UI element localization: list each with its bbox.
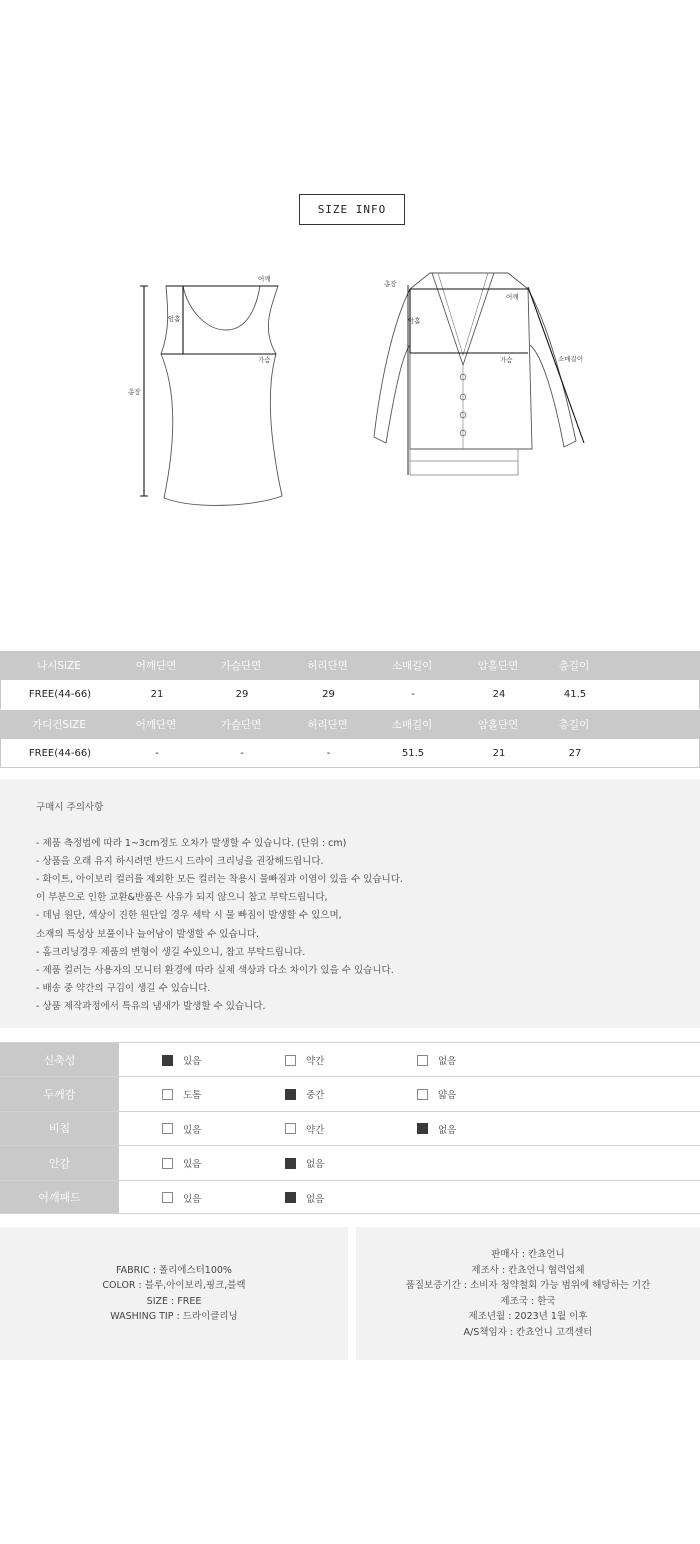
sleeveless-size-table [0, 651, 700, 709]
table-cell: FREE(44-66) [28, 689, 92, 700]
dress-length-label: 총장 [128, 388, 141, 396]
cardigan-size-table [0, 710, 700, 768]
dress-chest-label: 가슴 [258, 356, 271, 364]
table-row [0, 680, 700, 709]
cardigan-sleeve-label: 소매길이 [558, 355, 584, 363]
table-cell: - [326, 747, 331, 759]
table-cell: 41.5 [563, 689, 587, 700]
checkbox-checked [285, 1089, 296, 1100]
note-line: - 화이트, 아이보리 컬러를 제외한 모든 컬러는 착용시 물빠짐과 이염이 있을 수 있습니다. [36, 874, 403, 886]
attr-label: 신축성 [0, 1043, 119, 1076]
attr-row-lining [0, 1145, 700, 1179]
attr-option: 있음 [162, 1191, 201, 1205]
attr-option: 없음 [285, 1156, 324, 1170]
info-line: COLOR : 블루,아이보리,핑크,블랙 [102, 1280, 246, 1291]
table-header-cell: 총길이 [558, 719, 590, 731]
attr-label: 어깨패드 [0, 1181, 119, 1213]
table-cell: 29 [235, 689, 249, 700]
note-line: - 상품을 오래 유지 하시려면 반드시 드라이 크리닝을 권장해드립니다. [36, 856, 324, 868]
info-line: SIZE : FREE [146, 1295, 202, 1307]
note-line: 소재의 특성상 보풀이나 늘어남이 발생할 수 있습니다. [36, 928, 260, 940]
checkbox [285, 1123, 296, 1134]
table-cell: - [411, 689, 415, 700]
info-line: 제조국 : 한국 [500, 1295, 556, 1307]
table-header-cell: 가디건SIZE [31, 719, 87, 731]
table-header-cell: 총길이 [558, 660, 590, 672]
cardigan-size-diagram [380, 265, 600, 485]
checkbox-checked [285, 1158, 296, 1169]
attr-option: 없음 [417, 1053, 456, 1067]
info-line: FABRIC : 폴리에스터100% [116, 1264, 232, 1276]
table-header-cell: 허리단면 [307, 719, 348, 731]
cardigan-chest-label: 가슴 [500, 356, 513, 364]
attr-option: 있음 [162, 1156, 201, 1170]
table-header-cell: 소매길이 [391, 660, 433, 672]
checkbox-checked [162, 1055, 173, 1066]
attr-option: 얇음 [417, 1087, 456, 1101]
checkbox [162, 1123, 173, 1134]
cardigan-length-label: 총장 [384, 280, 397, 288]
table-cell: 21 [492, 747, 506, 759]
checkbox [285, 1055, 296, 1066]
table-header-row [0, 651, 700, 680]
table-header-cell: 나시SIZE [37, 660, 81, 672]
table-header-cell: 소매길이 [391, 719, 433, 731]
checkbox [162, 1089, 173, 1100]
table-cell: 27 [568, 747, 582, 759]
checkbox [162, 1158, 173, 1169]
note-line: - 제품 측정법에 따라 1~3cm정도 오차가 발생할 수 있습니다. (단위 : cm) [36, 838, 347, 850]
seller-info-panel [356, 1227, 700, 1360]
note-line: 이 부분으로 인한 교환&반품은 사유가 되지 않으니 참고 부탁드립니다, [36, 892, 328, 904]
attr-option: 약간 [285, 1122, 324, 1136]
table-cell: FREE(44-66) [28, 747, 92, 759]
attr-label: 두께감 [0, 1077, 119, 1110]
note-line: - 데님 원단, 색상이 진한 원단일 경우 세탁 시 물 빠짐이 발생할 수 있으며, [36, 910, 342, 922]
notes-title: 구매시 주의사항 [36, 802, 104, 813]
table-header-cell: 어깨단면 [135, 660, 177, 672]
table-cell: 21 [150, 689, 164, 700]
dress-shoulder-label: 어깨 [258, 275, 271, 283]
table-cell: 29 [322, 689, 335, 700]
table-cell: 51.5 [401, 747, 425, 759]
table-header-cell: 가슴단면 [220, 660, 262, 672]
cardigan-armhole-label: 암홀 [408, 317, 421, 325]
attr-option: 없음 [285, 1191, 324, 1205]
info-line: 제조년월 : 2023년 1월 이후 [468, 1311, 588, 1322]
table-row [0, 739, 700, 768]
purchase-notes [0, 779, 700, 1028]
fabric-attributes-grid [0, 1042, 700, 1214]
attr-option: 중간 [285, 1087, 324, 1101]
table-cell: - [155, 747, 159, 759]
info-line: A/S책임자 : 칸쵸언니 고객센터 [463, 1326, 593, 1338]
info-line: 제조사 : 칸쵸언니 협력업체 [471, 1264, 585, 1276]
table-header-cell: 어깨단면 [135, 719, 177, 731]
attr-row-thickness [0, 1076, 700, 1110]
attr-option: 있음 [162, 1053, 201, 1067]
attr-row-stretch [0, 1042, 700, 1076]
attr-option: 도톰 [162, 1087, 201, 1101]
checkbox [417, 1055, 428, 1066]
attr-row-sheerness [0, 1111, 700, 1145]
attr-label: 비침 [0, 1112, 119, 1145]
info-line: 판매사 : 칸쵸언니 [491, 1249, 565, 1260]
table-cell: 24 [492, 689, 506, 700]
checkbox [417, 1089, 428, 1100]
attr-option: 약간 [285, 1053, 324, 1067]
info-line: 품질보증기간 : 소비자 청약철회 가능 범위에 해당하는 기간 [405, 1280, 651, 1291]
note-line: - 홈크리닝경우 제품의 변형이 생길 수있으니, 참고 부탁드립니다. [36, 946, 306, 958]
table-cell: - [240, 747, 244, 759]
attr-option: 있음 [162, 1122, 201, 1136]
note-line: - 상품 제작과정에서 특유의 냄새가 발생할 수 있습니다. [36, 1000, 266, 1012]
note-line: - 제품 컬러는 사용자의 모니터 환경에 따라 실제 색상과 다소 차이가 있을 수 있습니다. [36, 964, 394, 976]
table-header-cell: 가슴단면 [220, 719, 262, 731]
table-header-cell: 암홀단면 [477, 660, 519, 672]
dress-armhole-label: 암홀 [168, 315, 181, 323]
checkbox-checked [417, 1123, 428, 1134]
note-line: - 배송 중 약간의 구김이 생길 수 있습니다. [36, 982, 211, 994]
attr-row-shoulder-pad [0, 1180, 700, 1214]
attr-option: 없음 [417, 1122, 456, 1136]
table-header-cell: 허리단면 [307, 660, 348, 672]
size-info-title: SIZE INFO [299, 194, 405, 225]
cardigan-shoulder-label: 어깨 [506, 293, 519, 301]
table-header-cell: 암홀단면 [477, 719, 519, 731]
checkbox [162, 1192, 173, 1203]
checkbox-checked [285, 1192, 296, 1203]
attr-label: 안감 [0, 1146, 119, 1179]
product-info-panel [0, 1227, 348, 1360]
info-line: WASHING TIP : 드라이클리닝 [110, 1311, 238, 1322]
dress-size-diagram [130, 270, 290, 515]
table-header-row [0, 710, 700, 739]
